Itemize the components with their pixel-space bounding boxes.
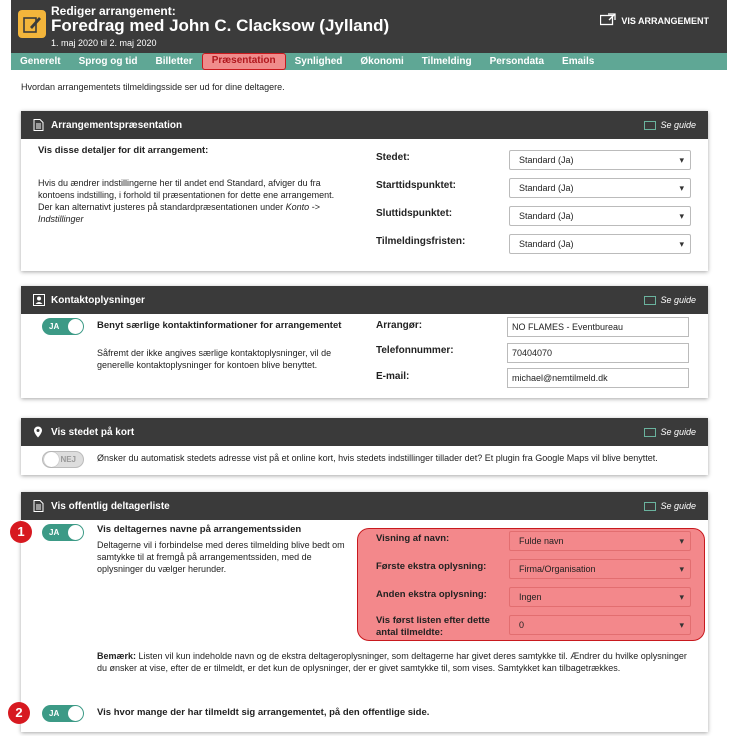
tab-tilmelding[interactable]: Tilmelding <box>421 56 472 67</box>
name-display-label: Visning af navn: <box>376 533 450 544</box>
panel-header <box>21 492 708 520</box>
tab-sprog-og-tid[interactable]: Sprog og tid <box>78 56 138 67</box>
view-event-label: VIS ARRANGEMENT <box>621 15 709 26</box>
contact-heading: Benyt særlige kontaktinformationer for arrangementet <box>97 320 342 331</box>
tab-praesentation[interactable]: Præsentation <box>202 53 286 70</box>
participant-names-heading: Vis deltagernes navne på arrangementssiden <box>97 524 302 535</box>
annotation-marker-2: 2 <box>8 702 30 724</box>
tab-billetter[interactable]: Billetter <box>155 56 193 67</box>
name-display-select[interactable]: Fulde navn ▾ <box>509 531 691 551</box>
sluttid-select[interactable]: Standard (Ja) ▾ <box>509 206 691 226</box>
event-title: Foredrag med John C. Clacksow (Jylland) <box>51 16 390 35</box>
participant-names-toggle[interactable]: JA <box>42 524 84 541</box>
stedet-select[interactable]: Standard (Ja) ▾ <box>509 150 691 170</box>
panel-title: Vis stedet på kort <box>51 426 135 438</box>
account-settings-link[interactable]: Konto -> Indstillinger <box>38 202 320 224</box>
phone-input[interactable]: 70404070 <box>507 343 689 363</box>
threshold-select[interactable]: 0 ▾ <box>509 615 691 635</box>
event-dates: 1. maj 2020 til 2. maj 2020 <box>51 38 157 48</box>
edit-icon <box>18 10 46 38</box>
tab-generelt[interactable]: Generelt <box>20 56 61 67</box>
arrangor-label: Arrangør: <box>376 320 423 331</box>
map-pin-icon <box>33 426 45 438</box>
external-window-icon <box>600 13 616 28</box>
contact-description: Såfremt der ikke angives særlige kontaktoplysninger, vil de generelle kontaktoplysninger for kontoen blive benyttet. <box>97 348 332 370</box>
phone-label: Telefonnummer: <box>376 345 454 356</box>
tab-okonomi[interactable]: Økonomi <box>360 56 404 67</box>
header-subtitle: Rediger arrangement: <box>51 4 176 18</box>
details-heading: Vis disse detaljer for dit arrangement: <box>38 145 209 156</box>
guide-link[interactable]: Se guide <box>644 501 696 511</box>
tilmeldingsfrist-label: Tilmeldingsfristen: <box>376 236 466 247</box>
document-icon <box>33 500 45 512</box>
app-header <box>11 0 727 53</box>
guide-link[interactable]: Se guide <box>644 120 696 130</box>
email-label: E-mail: <box>376 371 410 382</box>
tilmeldingsfrist-select[interactable]: Standard (Ja) ▾ <box>509 234 691 254</box>
tab-emails[interactable]: Emails <box>562 56 595 67</box>
note-text: Bemærk: Listen vil kun indeholde navn og de ekstra deltageroplysninger, som deltagerne har givet deres samtykke til. Ændrer du hvilke oplysninger du ønsker at vise, efter de er tilmeldt, er det kun de oplysninger, der er givet samtykke til, som vises. Samtykket kan tilbagetrækkes. <box>97 651 687 673</box>
participant-names-description: Deltagerne vil i forbindelse med deres tilmelding blive bedt om samtykke til at fremgå på arrangementssiden, med de oplysninger du vælger herunder. <box>97 540 345 574</box>
threshold-label: Vis først listen efter dette antal tilmeldte: <box>376 615 490 638</box>
details-description: Hvis du ændrer indstillingerne her til andet end Standard, afviger du fra kontoens indstilling, i forhold til præsentationen for dette ene arrangement. Der kan alternativt justeres på standardpræsentationen under Konto -> Indstillinger <box>38 178 335 224</box>
book-icon <box>644 502 656 511</box>
map-toggle[interactable]: NEJ <box>42 451 84 468</box>
second-extra-label: Anden ekstra oplysning: <box>376 589 487 600</box>
starttid-label: Starttidspunktet: <box>376 180 456 191</box>
page-intro: Hvordan arrangementets tilmeldingsside ser ud for dine deltagere. <box>21 82 285 92</box>
panel-header <box>21 286 708 314</box>
contact-toggle[interactable]: JA <box>42 318 84 335</box>
panel-title: Kontaktoplysninger <box>51 294 145 306</box>
first-extra-select[interactable]: Firma/Organisation ▾ <box>509 559 691 579</box>
annotation-marker-1: 1 <box>10 521 32 543</box>
first-extra-label: Første ekstra oplysning: <box>376 561 487 572</box>
view-event-button[interactable] <box>600 13 709 28</box>
panel-header <box>21 111 708 139</box>
participant-count-toggle[interactable]: JA <box>42 705 84 722</box>
starttid-select[interactable]: Standard (Ja) ▾ <box>509 178 691 198</box>
arrangor-input[interactable]: NO FLAMES - Eventbureau <box>507 317 689 337</box>
panel-title: Vis offentlig deltagerliste <box>51 500 170 512</box>
stedet-label: Stedet: <box>376 152 410 163</box>
email-input[interactable]: michael@nemtilmeld.dk <box>507 368 689 388</box>
tab-persondata[interactable]: Persondata <box>489 56 545 67</box>
second-extra-select[interactable]: Ingen ▾ <box>509 587 691 607</box>
panel-vis-stedet-paa-kort <box>21 418 708 475</box>
map-description: Ønsker du automatisk stedets adresse vist på et online kort, hvis stedets indstillinger tillader det? Et plugin fra Google Maps vil blive benyttet. <box>97 453 658 463</box>
panel-title: Arrangementspræsentation <box>51 119 183 131</box>
contact-card-icon <box>33 294 45 306</box>
book-icon <box>644 121 656 130</box>
panel-header <box>21 418 708 446</box>
participant-count-label: Vis hvor mange der har tilmeldt sig arrangementet, på den offentlige side. <box>97 707 430 718</box>
tab-bar <box>11 53 727 70</box>
tab-synlighed[interactable]: Synlighed <box>294 56 343 67</box>
sluttid-label: Sluttidspunktet: <box>376 208 453 219</box>
guide-link[interactable]: Se guide <box>644 295 696 305</box>
document-icon <box>33 119 45 131</box>
book-icon <box>644 296 656 305</box>
guide-link[interactable]: Se guide <box>644 427 696 437</box>
book-icon <box>644 428 656 437</box>
